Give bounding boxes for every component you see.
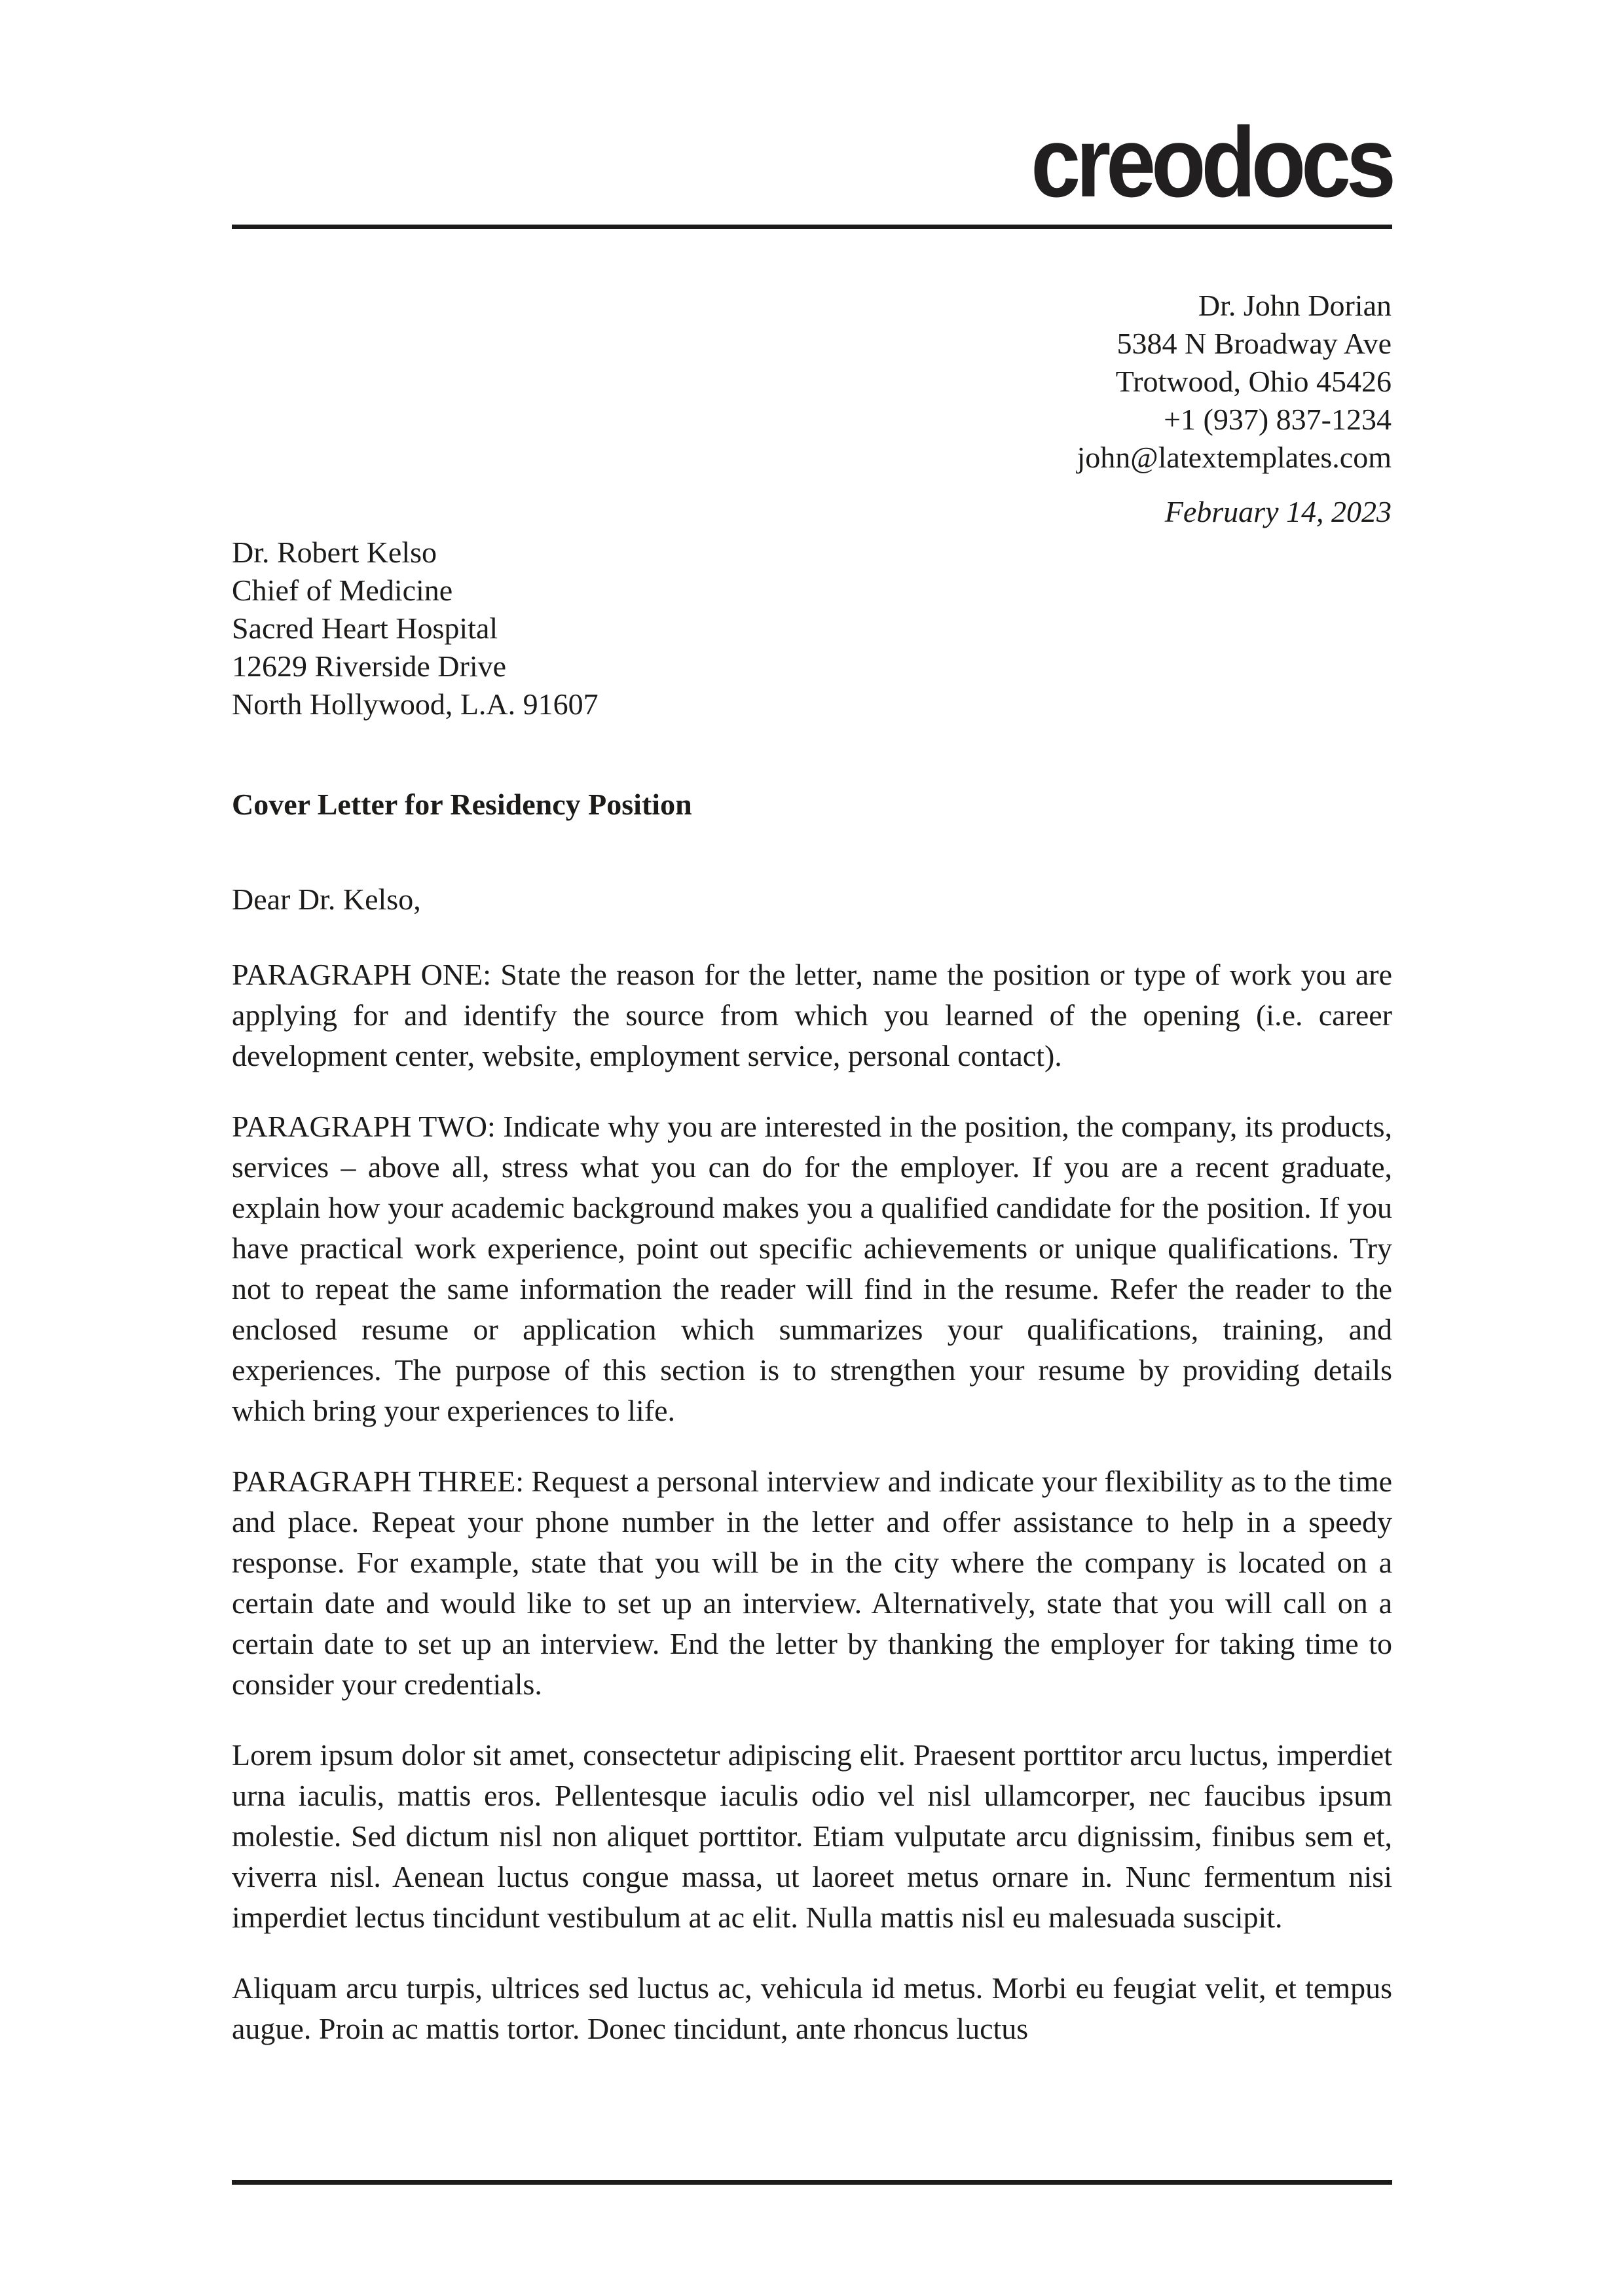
recipient-address-block	[232, 534, 599, 723]
sender-city: Trotwood, Ohio 45426	[1115, 365, 1392, 398]
recipient-organization: Sacred Heart Hospital	[232, 611, 498, 645]
footer-rule	[232, 2180, 1392, 2185]
paragraph-two: PARAGRAPH TWO: Indicate why you are interested in the position, the company, its products, services – above all, stress what you can do for the employer. If you are a recent graduate, explain how your academic background makes you a qualified candidate for the position. If you have practical work experience, point out specific achievements or unique qualifications. Try not to repeat the same information the reader will find in the resume. Refer the reader to the enclosed resume or application which summarizes your qualifications, training, and experiences. The purpose of this section is to strengthen your resume by providing details which bring your experiences to life.	[232, 1110, 1392, 1427]
letter-body	[232, 955, 1392, 2049]
paragraph-lorem: Lorem ipsum dolor sit amet, consectetur adipiscing elit. Praesent porttitor arcu luctus, imperdiet urna iaculis, mattis eros. Pellentesque iaculis odio vel nisl ullamcorper, nec faucibus ipsum molestie. Sed dictum nisl non aliquet porttitor. Etiam vulputate arcu dignissim, finibus sem et, viverra nisl. Aenean luctus congue massa, ut laoreet metus ornare in. Nunc fermentum nisi imperdiet lectus tincidunt vestibulum at ac elit. Nulla mattis nisl eu malesuada suscipit.	[232, 1738, 1392, 1934]
sender-address-block	[1077, 287, 1392, 477]
recipient-city: North Hollywood, L.A. 91607	[232, 687, 599, 721]
creodocs-logo: creodocs	[1031, 107, 1392, 218]
sender-name: Dr. John Dorian	[1198, 289, 1392, 322]
paragraph-aliquam: Aliquam arcu turpis, ultrices sed luctus ac, vehicula id metus. Morbi eu feugiat velit, et tempus augue. Proin ac mattis tortor. Donec tincidunt, ante rhoncus luctus	[232, 1971, 1392, 2045]
letter-date: February 14, 2023	[1164, 495, 1392, 528]
header-rule	[232, 225, 1392, 229]
recipient-street: 12629 Riverside Drive	[232, 649, 507, 683]
recipient-name: Dr. Robert Kelso	[232, 536, 437, 569]
paragraph-three: PARAGRAPH THREE: Request a personal interview and indicate your flexibility as to the time and place. Repeat your phone number in the letter and offer assistance to help in a speedy response. For example, state that you will be in the city where the company is located on a certain date and would like to set up an interview. Alternatively, state that you will call on a certain date to set up an interview. End the letter by thanking the employer for taking time to consider your credentials.	[232, 1465, 1393, 1701]
recipient-title: Chief of Medicine	[232, 574, 453, 607]
sender-street: 5384 N Broadway Ave	[1116, 327, 1392, 360]
salutation: Dear Dr. Kelso,	[232, 883, 421, 916]
sender-phone: +1 (937) 837-1234	[1164, 403, 1392, 436]
sender-email: john@latextemplates.com	[1077, 441, 1392, 474]
subject-line: Cover Letter for Residency Position	[232, 788, 692, 821]
paragraph-one: PARAGRAPH ONE: State the reason for the letter, name the position or type of work you are applying for and identify the source from which you learned of the opening (i.e. career development center, website, employment service, personal contact).	[232, 958, 1392, 1072]
